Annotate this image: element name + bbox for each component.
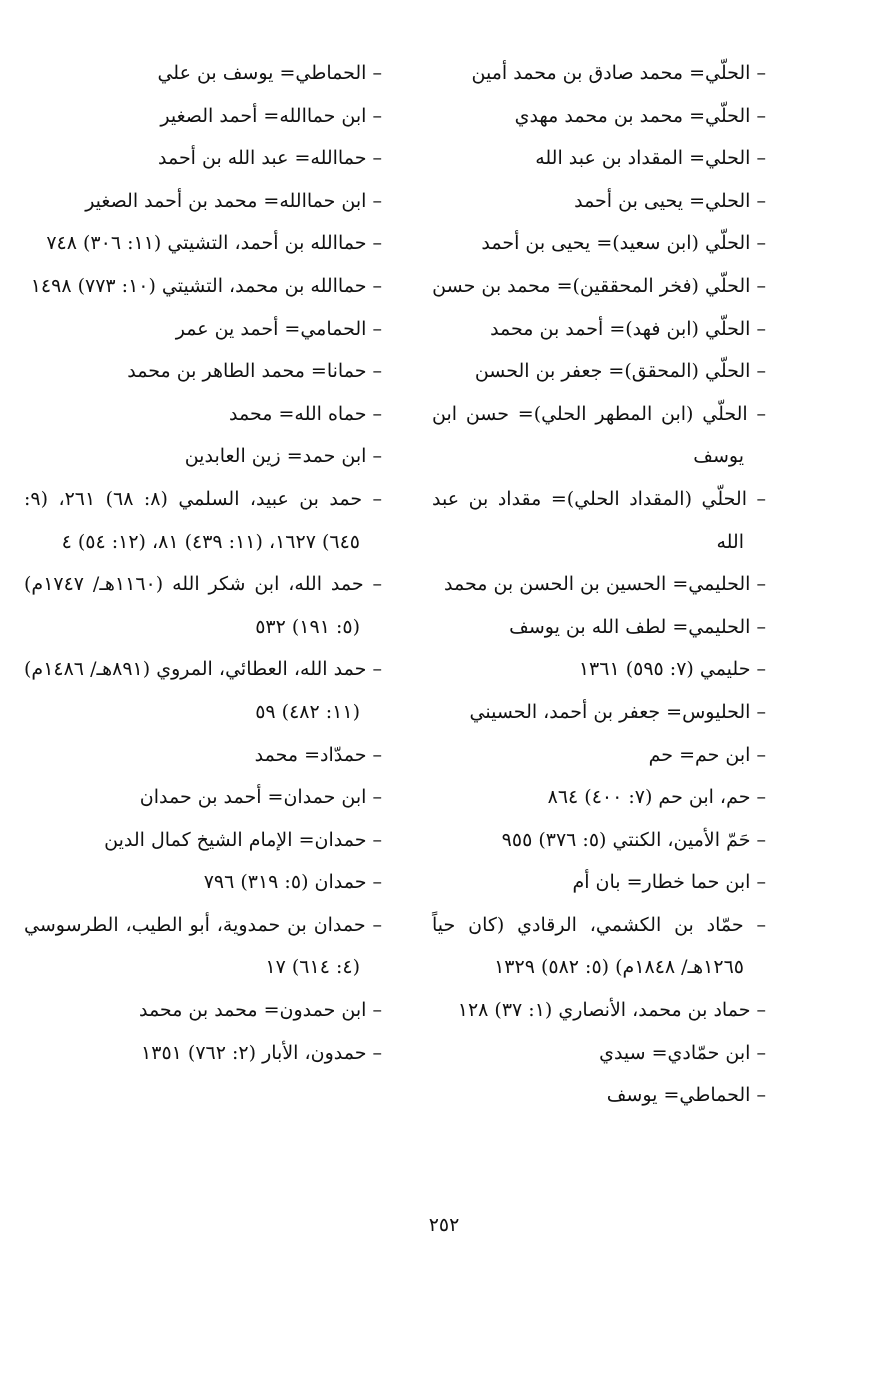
- index-entry: – ابن حماالله= محمد بن أحمد الصغير: [85, 189, 382, 212]
- index-entry: – حمد الله، ابن شكر الله (١١٦٠هـ/ ١٧٤٧م) (٥: ١٩١) ٥٣٢: [24, 573, 382, 638]
- index-entry: – ابن حماالله= أحمد الصغير: [160, 104, 382, 127]
- index-entry: – حمانا= محمد الطاهر بن محمد: [127, 360, 382, 383]
- index-entry: – حليمي (٧: ٥٩٥) ١٣٦١: [578, 658, 766, 681]
- index-entry: – الحلّي (فخر المحققين)= محمد بن حسن: [432, 274, 766, 297]
- index-entry: – حمّاد بن الكشمي، الرقادي (كان حياً ١٢٦٥هـ/ ١٨٤٨م) (٥: ٥٨٢) ١٣٢٩: [432, 913, 766, 979]
- index-entry: – حم، ابن حم (٧: ٤٠٠) ٨٦٤: [547, 786, 766, 809]
- index-entry: – ابن حم= حم: [648, 743, 766, 766]
- page-number: ٢٥٢: [428, 1214, 460, 1236]
- index-entry: – الحليمي= لطف الله بن يوسف: [509, 615, 766, 638]
- index-entry: – ابن حمّادي= سيدي: [599, 1041, 766, 1064]
- index-entry: – حَمّ الأمين، الكنتي (٥: ٣٧٦) ٩٥٥: [501, 828, 766, 851]
- index-entry: – الحلي= يحيى بن أحمد: [574, 189, 766, 212]
- index-entry: – حمدان بن حمدوية، أبو الطيب، الطرسوسي (٤: ٦١٤) ١٧: [24, 913, 382, 979]
- index-entry: – حمدان= الإمام الشيخ كمال الدين: [104, 828, 382, 851]
- index-entry: – ابن حما خطار= بان أم: [572, 871, 766, 894]
- index-entry: – الحمامي= أحمد ين عمر: [175, 317, 382, 340]
- index-entry: – الحلّي (المقداد الحلي)= مقداد بن عبد الله: [432, 487, 766, 553]
- index-entry: – حمدان (٥: ٣١٩) ٧٩٦: [203, 871, 382, 894]
- index-entry: – حمدون، الأبار (٢: ٧٦٢) ١٣٥١: [141, 1041, 382, 1064]
- index-entry: – الحماطي= يوسف بن علي: [157, 62, 382, 84]
- index-entry: – ابن حمد= زين العابدين: [184, 445, 382, 468]
- index-column-right: [432, 52, 766, 1117]
- index-entry: – الحلّي (ابن سعيد)= يحيى بن أحمد: [481, 232, 766, 255]
- index-entry: – الحليوس= جعفر بن أحمد، الحسيني: [469, 700, 766, 723]
- index-entry: – الحليمي= الحسين بن الحسن بن محمد: [444, 573, 766, 596]
- index-entry: – حمد الله، العطائي، المروي (٨٩١هـ/ ١٤٨٦م) (١١: ٤٨٢) ٥٩: [24, 658, 382, 723]
- index-entry: – ابن حمدان= أحمد بن حمدان: [139, 786, 382, 809]
- index-entry: – الحلّي= محمد صادق بن محمد أمين: [471, 62, 766, 84]
- index-entry: – حماد بن محمد، الأنصاري (١: ٣٧) ١٢٨: [457, 999, 766, 1022]
- index-entry: – حماالله بن أحمد، التشيتي (١١: ٣٠٦) ٧٤٨: [46, 232, 382, 255]
- index-entry: – الحلّي (ابن فهد)= أحمد بن محمد: [490, 317, 766, 340]
- index-entry: – الحلّي= محمد بن محمد مهدي: [514, 104, 766, 127]
- index-entry: – حماه الله= محمد: [229, 402, 382, 425]
- index-entry: – حمد بن عبيد، السلمي (٨: ٦٨) ٢٦١، (٩: ٦٤٥) ١٦٢٧، (١١: ٤٣٩) ٨١، (١٢: ٥٤) ٤: [24, 487, 382, 553]
- index-entry: – الحلّي (ابن المطهر الحلي)= حسن ابن يوسف: [432, 402, 766, 468]
- index-entry: – ابن حمدون= محمد بن محمد: [138, 999, 382, 1022]
- index-entry: – حمدّاد= محمد: [254, 743, 382, 766]
- index-entry: – الحلي= المقداد بن عبد الله: [535, 147, 766, 170]
- index-entry: – حماالله= عبد الله بن أحمد: [157, 147, 382, 170]
- index-entry: – الحلّي (المحقق)= جعفر بن الحسن: [474, 360, 766, 383]
- index-column-left: [24, 52, 382, 1074]
- index-entry: – الحماطي= يوسف: [606, 1084, 766, 1107]
- index-entry: – حماالله بن محمد، التشيتي (١٠: ٧٧٣) ١٤٩٨: [30, 274, 382, 297]
